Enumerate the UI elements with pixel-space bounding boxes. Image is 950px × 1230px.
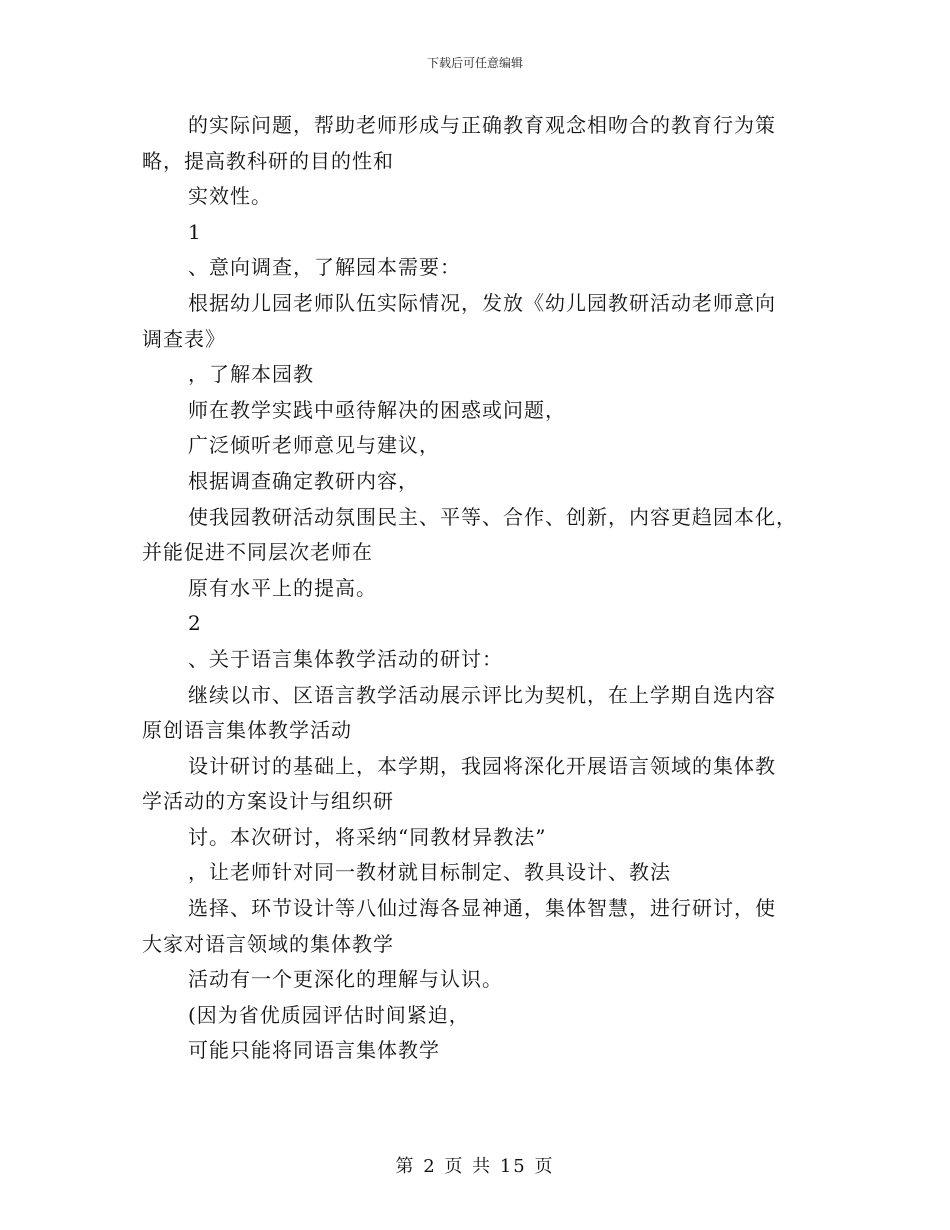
text-line: 原创语言集体教学活动 [142,718,352,743]
text-line: 根据调查确定教研内容， [188,468,419,493]
text-line: 学活动的方案设计与组织研 [142,789,394,814]
text-line: 2 [188,611,202,636]
body-text [142,108,812,1069]
text-line: ，了解本园教 [188,362,314,387]
text-line: 实效性。 [188,184,272,209]
text-line: 讨。本次研讨，将采纳“同教材异教法” [188,824,547,849]
text-line: (因为省优质园评估时间紧迫， [188,1002,470,1027]
text-line: 根据幼儿园老师队伍实际情况，发放《幼儿园教研活动老师意向 [188,290,776,315]
text-line: 、意向调查，了解园本需要： [188,255,461,280]
page-footer: 第 2 页 共 15 页 [395,1156,555,1177]
text-line: 的实际问题，帮助老师形成与正确教育观念相吻合的教育行为策 [188,113,776,137]
text-line: 1 [188,219,202,244]
text-line: 活动有一个更深化的理解与认识。 [188,967,503,992]
text-line: 选择、环节设计等八仙过海各显神通，集体智慧，进行研讨，使 [188,896,776,921]
text-line: 并能促进不同层次老师在 [142,540,373,565]
text-line: 、关于语言集体教学活动的研讨： [188,646,503,671]
text-line: 师在教学实践中亟待解决的困惑或问题， [188,397,566,422]
text-line: 设计研讨的基础上，本学期，我园将深化开展语言领域的集体教 [188,753,776,778]
text-line: 继续以市、区语言教学活动展示评比为契机，在上学期自选内容 [188,682,776,707]
text-line: 调查表》 [142,326,226,351]
text-line: 略，提高教科研的目的性和 [142,148,394,173]
text-line: 可能只能将同语言集体教学 [188,1038,440,1063]
page-header: 下载后可任意编辑 [426,56,523,70]
text-line: ，让老师针对同一教材就目标制定、教具设计、教法 [188,860,671,885]
text-line: 原有水平上的提高。 [188,575,377,600]
text-line: 大家对语言领域的集体教学 [142,931,394,956]
text-line: 使我园教研活动氛围民主、平等、合作、创新，内容更趋园本化， [188,504,797,529]
text-line: 广泛倾听老师意见与建议， [188,433,440,458]
